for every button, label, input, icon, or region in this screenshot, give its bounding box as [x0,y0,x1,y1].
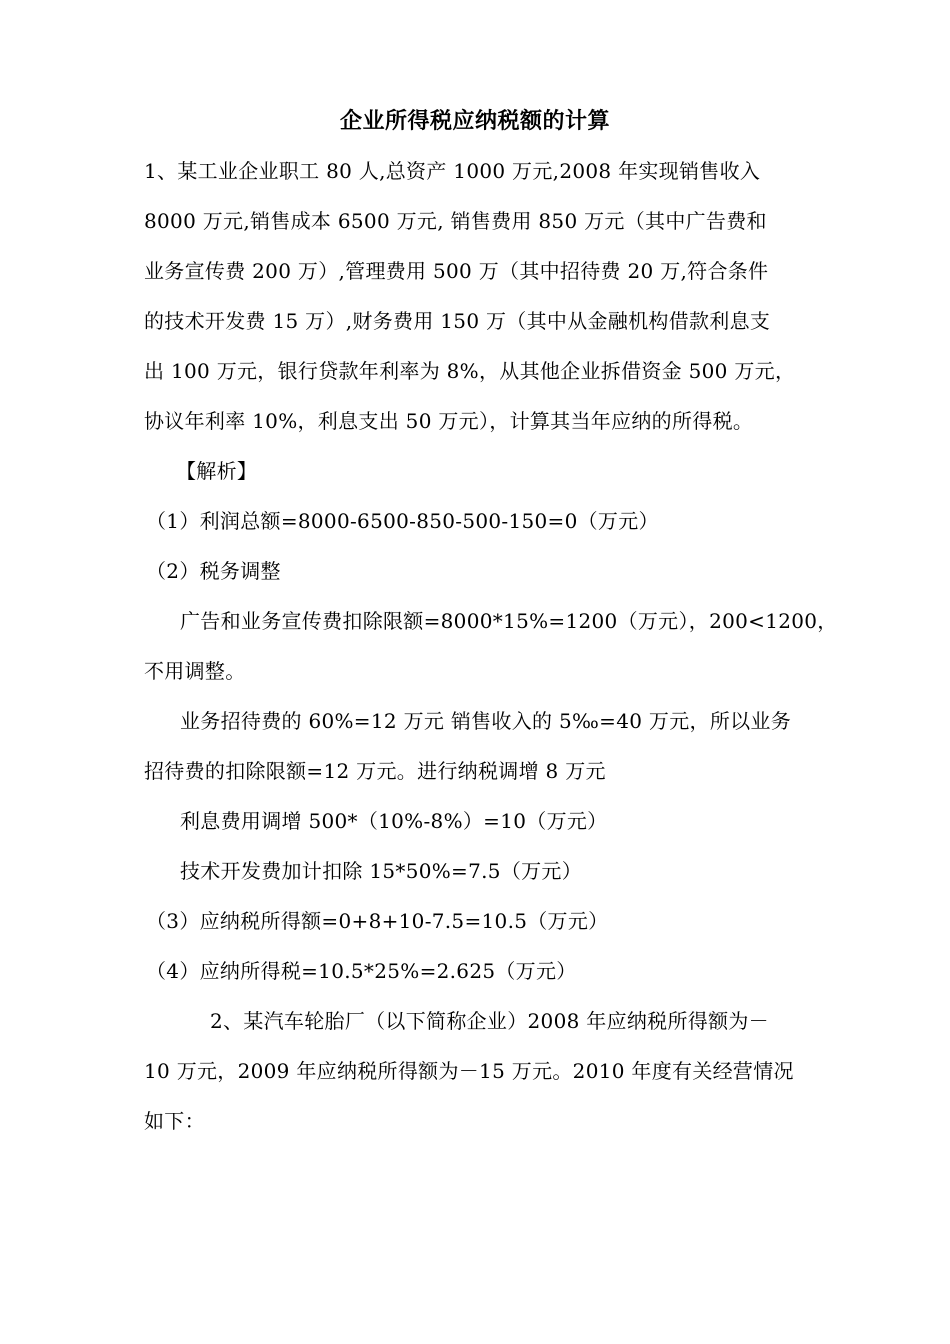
text-line: 的技术开发费 15 万）,财务费用 150 万（其中从金融机构借款利息支 [144,309,771,333]
text-line: 如下： [144,1109,205,1133]
document-title: 企业所得税应纳税额的计算 [339,108,610,134]
text-line: （4）应纳所得税=10.5*25%=2.625（万元） [146,959,577,983]
text-line: 不用调整。 [144,659,246,683]
analysis-heading: 【解析】 [176,459,258,483]
text-line: 协议年利率 10%，利息支出 50 万元），计算其当年应纳的所得税。 [144,409,754,433]
text-line: 10 万元，2009 年应纳税所得额为－15 万元。2010 年度有关经营情况 [144,1059,794,1083]
text-line: 2、某汽车轮胎厂（以下简称企业）2008 年应纳税所得额为－ [210,1009,769,1033]
text-line: （1）利润总额=8000-6500-850-500-150=0（万元） [146,509,659,533]
text-line: 业务宣传费 200 万）,管理费用 500 万（其中招待费 20 万,符合条件 [144,259,769,283]
text-line: 招待费的扣除限额=12 万元。进行纳税调增 8 万元 [144,759,606,783]
text-line: 广告和业务宣传费扣除限额=8000*15%=1200（万元），200<1200， [180,609,838,633]
text-line: 技术开发费加计扣除 15*50%=7.5（万元） [180,859,583,883]
text-line: 1、某工业企业职工 80 人,总资产 1000 万元,2008 年实现销售收入 [144,159,761,183]
text-line: 利息费用调增 500*（10%-8%）=10（万元） [180,809,608,833]
text-line: 8000 万元,销售成本 6500 万元, 销售费用 850 万元（其中广告费和 [144,209,767,233]
text-line: （3）应纳税所得额=0+8+10-7.5=10.5（万元） [146,909,609,933]
text-line: 业务招待费的 60%=12 万元 销售收入的 5‰=40 万元，所以业务 [180,709,792,733]
text-line: 出 100 万元，银行贷款年利率为 8%，从其他企业拆借资金 500 万元， [144,359,796,383]
text-line: （2）税务调整 [146,559,281,583]
